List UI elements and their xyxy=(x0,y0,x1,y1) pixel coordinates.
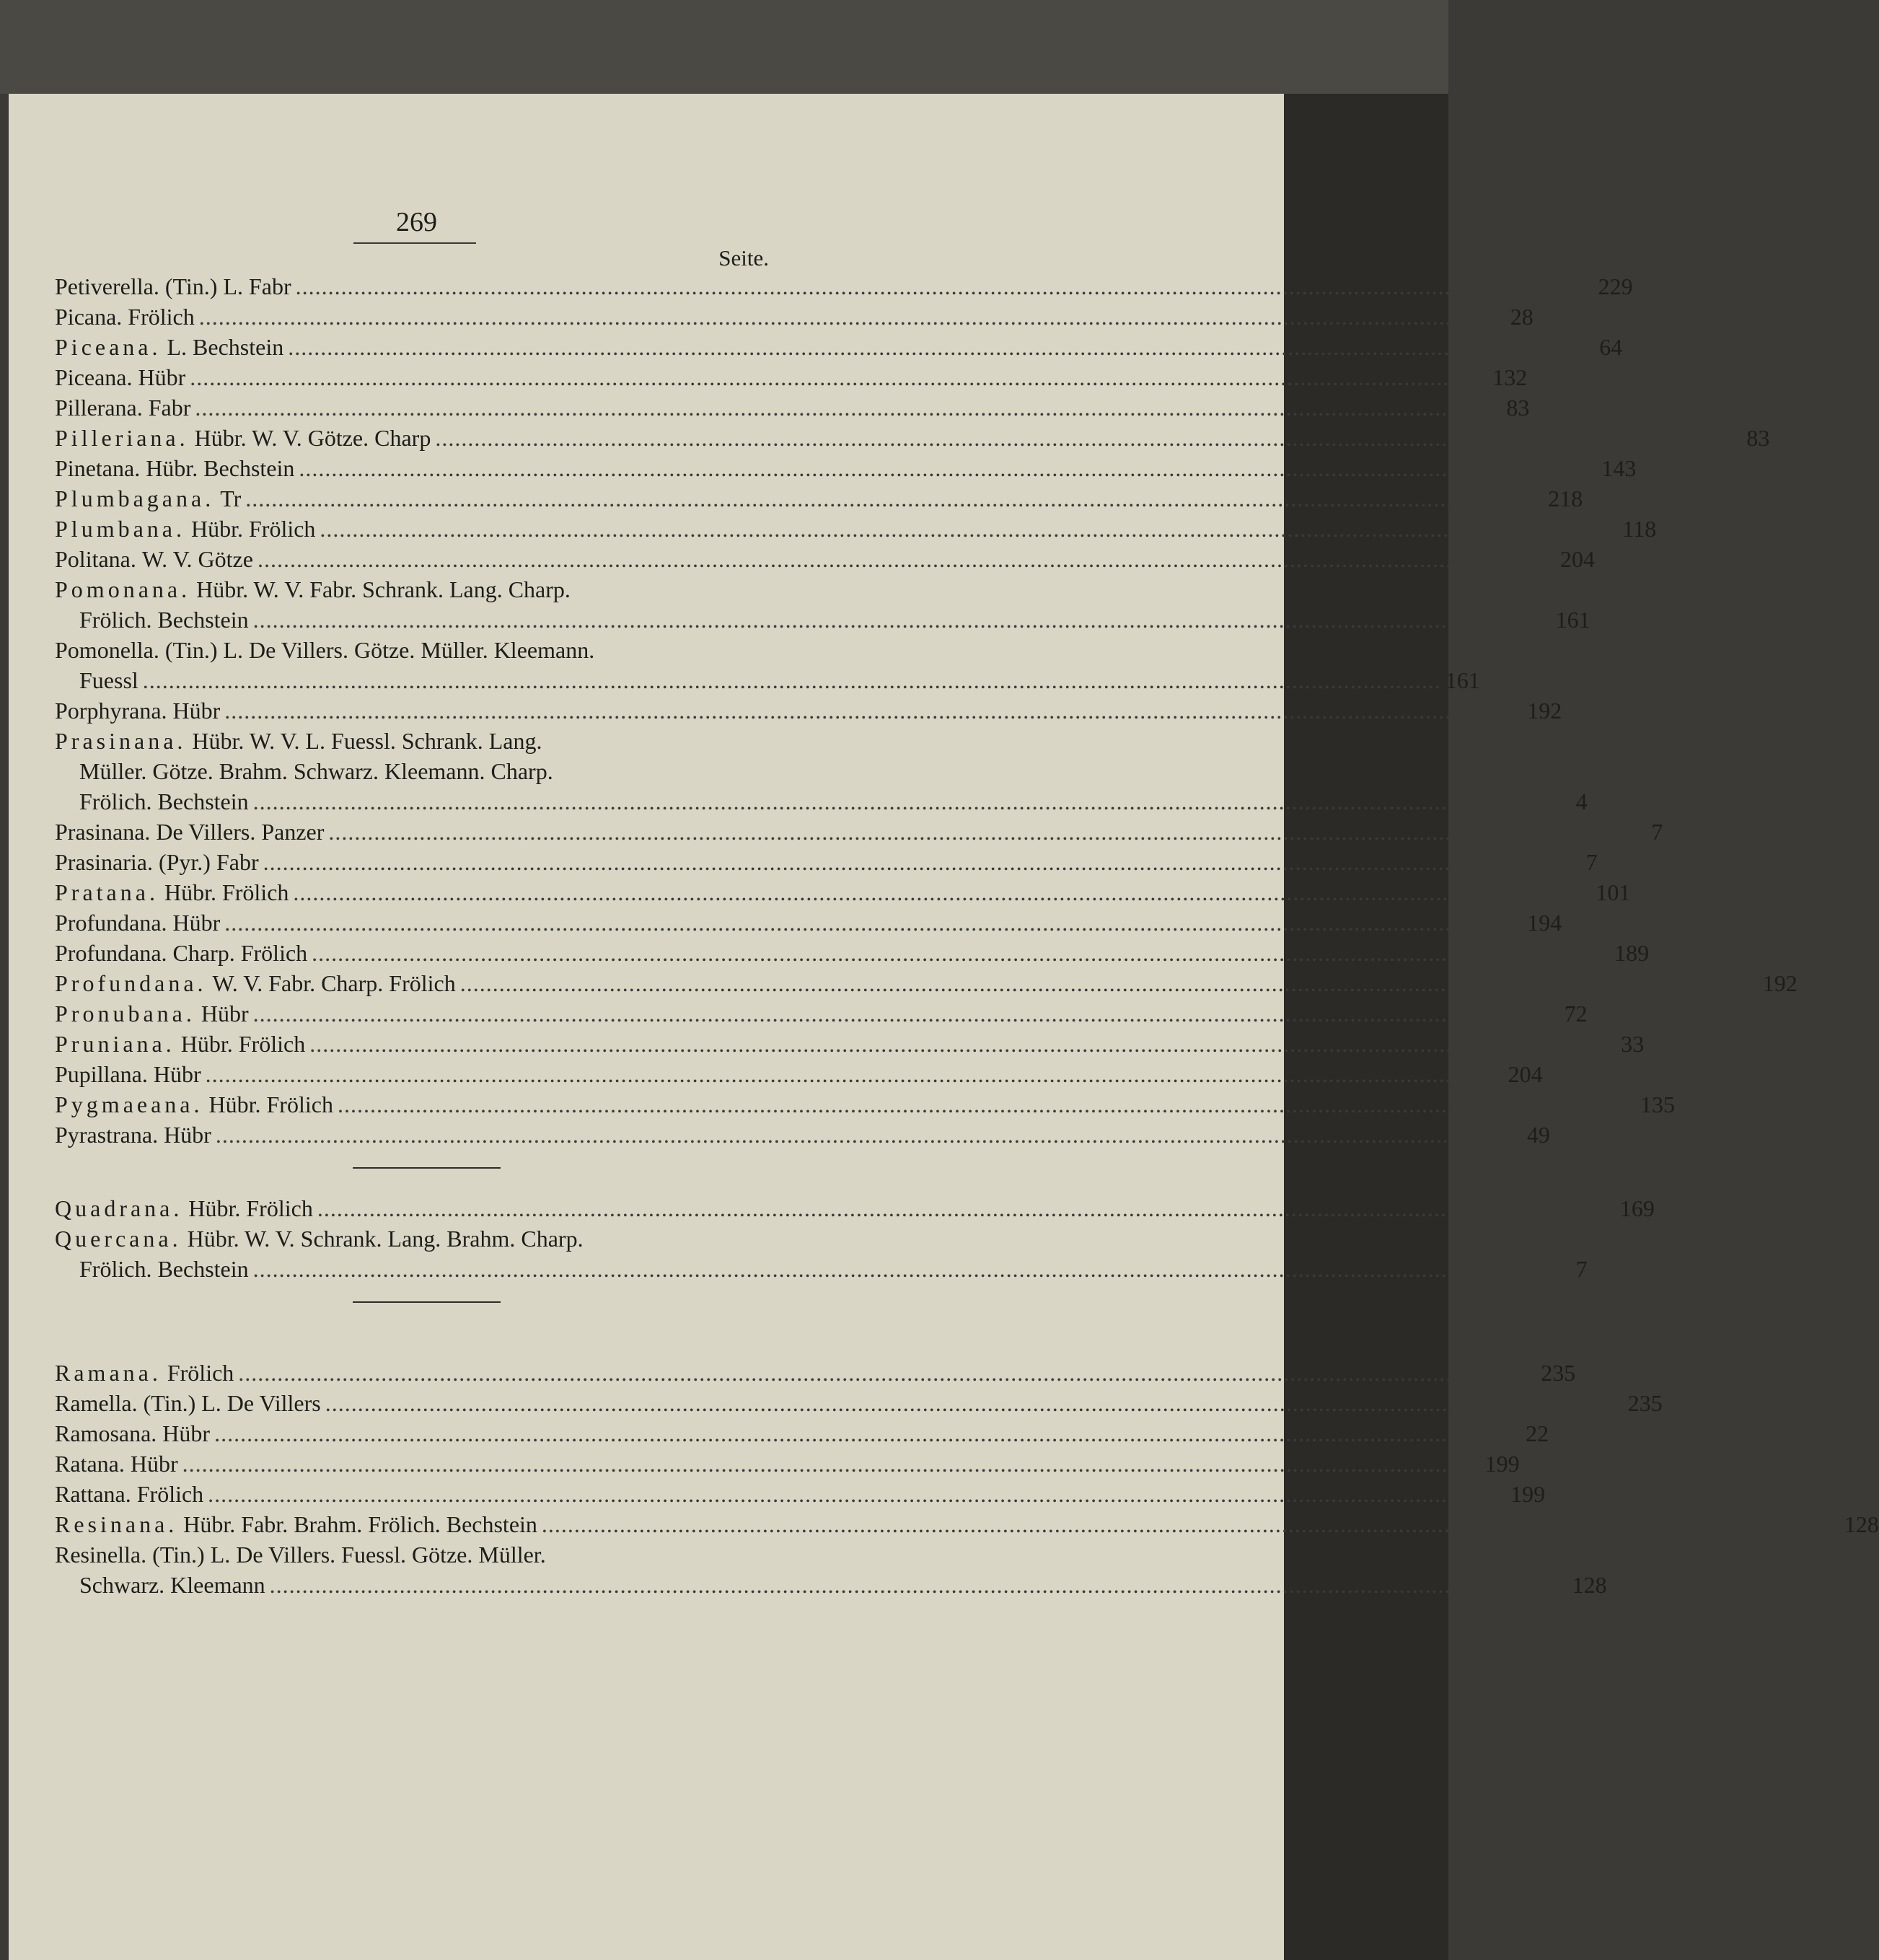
page-reference: 132 xyxy=(1492,364,1528,390)
species-name: Profundana. xyxy=(55,910,167,936)
page-reference: 22 xyxy=(1526,1420,1549,1446)
authorities: Hübr xyxy=(138,364,186,390)
page-reference: 7 xyxy=(1575,1256,1588,1282)
leader-dots: ........................................................................................................................................................................................................ xyxy=(252,1256,1552,1282)
index-entry xyxy=(55,302,1533,332)
entry-line xyxy=(55,1120,1550,1150)
space xyxy=(175,1029,181,1059)
leader-dots: ........................................................................................................................................................................................................ xyxy=(459,970,1759,996)
space xyxy=(182,1223,188,1254)
entry-line xyxy=(55,1059,1543,1089)
index-entry xyxy=(55,271,1633,302)
space xyxy=(122,302,128,332)
species-name: Porphyrana. xyxy=(55,698,167,724)
page-reference: 161 xyxy=(1555,607,1590,633)
page-reference: 128 xyxy=(1572,1572,1607,1598)
space xyxy=(143,392,149,423)
page-reference: 83 xyxy=(1506,395,1530,421)
species-name: Ramella. xyxy=(55,1390,138,1416)
page-reference: 192 xyxy=(1762,970,1797,996)
species-name: Pruniana. xyxy=(55,1031,175,1057)
leader-dots: ........................................................................................................................................................................................................ xyxy=(435,425,1734,451)
index-entry xyxy=(55,938,1650,968)
species-name: Pilleriana. xyxy=(55,425,189,451)
page-reference: 199 xyxy=(1484,1451,1520,1477)
page-reference: 83 xyxy=(1746,425,1770,451)
authorities: Müller. Götze. Brahm. Schwarz. Kleemann. Charp. xyxy=(79,758,553,784)
index-entry xyxy=(55,574,1590,635)
species-name: Pronubana. xyxy=(55,1001,195,1027)
space xyxy=(125,1449,131,1479)
space xyxy=(159,877,164,908)
entry-line xyxy=(55,998,1588,1029)
space xyxy=(195,998,201,1029)
entry-line xyxy=(55,1089,1675,1120)
authorities: Hübr xyxy=(201,1001,249,1027)
species-name: Profundana. xyxy=(55,970,207,996)
page-reference: 192 xyxy=(1527,698,1562,724)
index-entry xyxy=(55,1223,1588,1284)
space xyxy=(182,1193,188,1223)
entry-line xyxy=(55,544,1595,574)
leader-dots: ........................................................................................................................................................................................................ xyxy=(215,1122,1514,1148)
authorities: Frölich. Bechstein xyxy=(79,1256,249,1282)
space xyxy=(214,483,220,514)
index-entry xyxy=(55,1449,1520,1479)
entry-line xyxy=(55,756,769,786)
species-name: Resinella. xyxy=(55,1542,147,1568)
index-entry xyxy=(55,1418,1549,1449)
authorities: Hübr xyxy=(164,1122,211,1148)
page-reference: 64 xyxy=(1599,334,1623,360)
authorities: Frölich xyxy=(167,1360,234,1386)
leader-dots: ........................................................................................................................................................................................................ xyxy=(245,485,1544,511)
entry-line xyxy=(55,574,769,605)
entry-line xyxy=(55,332,1623,362)
authorities: Schwarz. Kleemann xyxy=(79,1572,265,1598)
leader-dots: ........................................................................................................................................................................................................ xyxy=(257,546,1556,572)
entry-line xyxy=(55,635,769,665)
entry-line xyxy=(55,908,1562,938)
authorities: Frölich xyxy=(128,304,195,330)
species-name: Pomonella. xyxy=(55,637,159,663)
page-reference: 204 xyxy=(1559,546,1595,572)
index-entry xyxy=(55,1388,1663,1418)
page-reference: 72 xyxy=(1564,1001,1588,1027)
entry-line xyxy=(55,817,1663,847)
species-name: Pinetana. xyxy=(55,455,141,481)
page-reference: 229 xyxy=(1598,273,1633,299)
authorities: (Tin.) L. De Villers. Götze. Müller. Kleemann. xyxy=(164,637,595,663)
space xyxy=(189,423,195,453)
entry-line xyxy=(55,786,1588,817)
index-entry xyxy=(55,1059,1543,1089)
index-entry xyxy=(55,453,1637,483)
species-name: Pyrastrana. xyxy=(55,1122,159,1148)
section-divider xyxy=(55,1284,769,1358)
space xyxy=(157,1418,162,1449)
index-entry xyxy=(55,362,1528,392)
authorities: Hübr. Frölich xyxy=(180,1031,306,1057)
entry-line xyxy=(55,1449,1520,1479)
leader-dots: ........................................................................................................................................................................................................ xyxy=(337,1091,1636,1117)
authorities: Hübr xyxy=(130,1451,178,1477)
authorities: Frölich xyxy=(136,1481,204,1507)
index-entry xyxy=(55,1539,1607,1600)
entry-line xyxy=(55,392,1530,423)
authorities: Hübr. Bechstein xyxy=(146,455,295,481)
species-name: Resinana. xyxy=(55,1511,178,1537)
leader-dots: ........................................................................................................................................................................................................ xyxy=(252,607,1552,633)
index-entry xyxy=(55,1089,1675,1120)
entry-line xyxy=(55,968,1797,998)
section-divider xyxy=(55,1150,769,1193)
entry-line xyxy=(55,1358,1576,1388)
index-entry xyxy=(55,483,1583,514)
index-entry xyxy=(55,544,1595,574)
page-reference: 7 xyxy=(1651,819,1663,845)
species-name: Pillerana. xyxy=(55,395,143,421)
entry-line xyxy=(55,1479,1546,1509)
page-reference: 218 xyxy=(1548,485,1583,511)
index-entry xyxy=(55,1120,1550,1150)
space xyxy=(138,1388,144,1418)
species-name: Prasinaria. xyxy=(55,849,153,875)
authorities: Hübr. Frölich xyxy=(188,1195,313,1221)
leader-dots: ........................................................................................................................................................................................................ xyxy=(269,1572,1568,1598)
space xyxy=(167,938,173,968)
index-entry xyxy=(55,332,1623,362)
page-reference: 7 xyxy=(1585,849,1598,875)
authorities: Hübr. W. V. Fabr. Schrank. Lang. Charp. xyxy=(196,576,571,602)
space xyxy=(177,1509,183,1539)
index-entry xyxy=(55,726,1588,817)
leader-dots: ........................................................................................................................................................................................................ xyxy=(205,1061,1504,1087)
page-reference: 199 xyxy=(1510,1481,1546,1507)
entry-line xyxy=(55,1029,1645,1059)
entry-line xyxy=(55,514,1657,544)
entry-line xyxy=(55,271,1633,302)
leader-dots: ........................................................................................................................................................................................................ xyxy=(312,940,1611,966)
index-entry xyxy=(55,1509,1879,1539)
space xyxy=(140,453,146,483)
authorities: Fuessl xyxy=(79,667,138,693)
space xyxy=(153,847,159,877)
leader-dots: ........................................................................................................................................................................................................ xyxy=(328,819,1627,845)
index-entry xyxy=(55,847,1598,877)
leader-dots: ........................................................................................................................................................................................................ xyxy=(142,667,1441,693)
species-name: Prasinana. xyxy=(55,728,187,754)
species-name: Piceana. xyxy=(55,364,133,390)
authorities: Hübr xyxy=(172,698,221,724)
authorities: Fabr xyxy=(148,395,191,421)
index-entry xyxy=(55,998,1588,1029)
entry-line xyxy=(55,877,1631,908)
entry-line xyxy=(55,938,1650,968)
species-name: Plumbagana. xyxy=(55,485,215,511)
page-reference: 135 xyxy=(1640,1091,1675,1117)
species-name: Piceana. xyxy=(55,334,162,360)
entry-line xyxy=(55,1193,1655,1223)
leader-dots: ........................................................................................................................................................................................................ xyxy=(252,788,1552,814)
authorities: Tr xyxy=(220,485,242,511)
index-entry xyxy=(55,392,1530,423)
leader-dots: ........................................................................................................................................................................................................ xyxy=(293,879,1592,905)
space xyxy=(159,635,165,665)
species-name: Quercana. xyxy=(55,1226,182,1252)
space xyxy=(158,1120,164,1150)
page-reference: 189 xyxy=(1614,940,1650,966)
species-name: Pygmaeana. xyxy=(55,1091,203,1117)
species-name: Ramosana. xyxy=(55,1420,157,1446)
species-name: Picana. xyxy=(55,304,123,330)
space xyxy=(162,1358,167,1388)
scan-border-top xyxy=(0,0,1448,94)
authorities: Hübr. Frölich xyxy=(208,1091,333,1117)
column-header-seite: Seite. xyxy=(718,245,769,271)
entry-line xyxy=(55,605,1590,635)
page-reference: 128 xyxy=(1844,1511,1879,1537)
authorities: Charp. Frölich xyxy=(172,940,308,966)
page-reference: 169 xyxy=(1619,1195,1655,1221)
entry-line xyxy=(55,1223,769,1254)
authorities: (Tin.) L. De Villers. Fuessl. Götze. Müller. xyxy=(152,1542,546,1568)
authorities: (Tin.) L. Fabr xyxy=(164,273,291,299)
leader-dots: ........................................................................................................................................................................................................ xyxy=(214,1420,1513,1446)
page-reference: 161 xyxy=(1445,667,1480,693)
index-entry xyxy=(55,968,1797,998)
space xyxy=(150,817,156,847)
leader-dots: ........................................................................................................................................................................................................ xyxy=(208,1481,1507,1507)
index-entry xyxy=(55,908,1562,938)
species-name: Prasinana. xyxy=(55,819,151,845)
index-entry xyxy=(55,1479,1546,1509)
authorities: Hübr. Frölich xyxy=(190,516,316,542)
space xyxy=(146,1539,152,1570)
leader-dots: ........................................................................................................................................................................................................ xyxy=(263,849,1562,875)
leader-dots: ........................................................................................................................................................................................................ xyxy=(317,1195,1616,1221)
space xyxy=(185,514,191,544)
page-reference: 33 xyxy=(1621,1031,1645,1057)
species-name: Ramana. xyxy=(55,1360,162,1386)
leader-dots: ........................................................................................................................................................................................................ xyxy=(190,364,1489,390)
space xyxy=(203,1089,209,1120)
entry-line xyxy=(55,1418,1549,1449)
species-name: Ratana. xyxy=(55,1451,125,1477)
entry-line xyxy=(55,1539,769,1570)
species-name: Plumbana. xyxy=(55,516,185,542)
leader-dots: ........................................................................................................................................................................................................ xyxy=(309,1031,1609,1057)
authorities: Hübr. W. V. Schrank. Lang. Brahm. Charp. xyxy=(187,1226,584,1252)
space xyxy=(167,908,173,938)
authorities: Hübr. W. V. Götze. Charp xyxy=(194,425,431,451)
space xyxy=(190,574,196,605)
authorities: Hübr xyxy=(162,1420,211,1446)
entry-line xyxy=(55,1388,1663,1418)
leader-dots: ........................................................................................................................................................................................................ xyxy=(195,395,1494,421)
index-entry xyxy=(55,514,1657,544)
authorities: Hübr. W. V. L. Fuessl. Schrank. Lang. xyxy=(192,728,542,754)
entry-line xyxy=(55,423,1770,453)
page-reference: 143 xyxy=(1601,455,1637,481)
leader-dots: ........................................................................................................................................................................................................ xyxy=(252,1001,1552,1027)
page-reference: 101 xyxy=(1596,879,1631,905)
page-number-rule xyxy=(353,242,476,244)
species-name: Quadrana. xyxy=(55,1195,183,1221)
space xyxy=(148,1059,154,1089)
species-name: Petiverella. xyxy=(55,273,159,299)
authorities: Hübr xyxy=(153,1061,201,1087)
space xyxy=(136,544,142,574)
entry-line xyxy=(55,1254,1588,1284)
index-entry xyxy=(55,423,1770,453)
authorities: W. V. Götze xyxy=(141,546,253,572)
index-entry xyxy=(55,1193,1655,1223)
leader-dots: ........................................................................................................................................................................................................ xyxy=(288,334,1587,360)
authorities: (Tin.) L. De Villers xyxy=(143,1390,321,1416)
entry-line xyxy=(55,483,1583,514)
authorities: L. Bechstein xyxy=(167,334,284,360)
space xyxy=(133,362,138,392)
entry-line xyxy=(55,665,1480,695)
authorities: Hübr xyxy=(172,910,221,936)
index-entry xyxy=(55,635,1480,695)
entry-line xyxy=(55,726,769,756)
authorities: Frölich. Bechstein xyxy=(79,607,249,633)
leader-dots: ........................................................................................................................................................................................................ xyxy=(224,910,1523,936)
page-number: 269 xyxy=(396,207,437,237)
leader-dots: ........................................................................................................................................................................................................ xyxy=(198,304,1497,330)
page-reference: 49 xyxy=(1526,1122,1550,1148)
authorities: Hübr. Fabr. Brahm. Frölich. Bechstein xyxy=(183,1511,537,1537)
leader-dots: ........................................................................................................................................................................................................ xyxy=(182,1451,1481,1477)
authorities: (Pyr.) Fabr xyxy=(158,849,259,875)
page-reference: 235 xyxy=(1627,1390,1663,1416)
space xyxy=(167,695,173,726)
index-entry xyxy=(55,877,1631,908)
leader-dots: ........................................................................................................................................................................................................ xyxy=(541,1511,1840,1537)
species-name: Profundana. xyxy=(55,940,167,966)
index-list xyxy=(55,271,1879,1600)
entry-line xyxy=(55,453,1637,483)
authorities: De Villers. Panzer xyxy=(156,819,325,845)
leader-dots: ........................................................................................................................................................................................................ xyxy=(299,455,1598,481)
entry-line xyxy=(55,302,1533,332)
entry-line xyxy=(55,1509,1879,1539)
leader-dots: ........................................................................................................................................................................................................ xyxy=(295,273,1594,299)
entry-line xyxy=(55,695,1562,726)
page-reference: 28 xyxy=(1510,304,1533,330)
page-reference: 4 xyxy=(1575,788,1588,814)
page-reference: 235 xyxy=(1541,1360,1576,1386)
species-name: Rattana. xyxy=(55,1481,131,1507)
page-reference: 194 xyxy=(1527,910,1562,936)
index-entry xyxy=(55,817,1663,847)
leader-dots: ........................................................................................................................................................................................................ xyxy=(320,516,1619,542)
leader-dots: ........................................................................................................................................................................................................ xyxy=(224,698,1523,724)
authorities: Hübr. Frölich xyxy=(164,879,289,905)
authorities: W. V. Fabr. Charp. Frölich xyxy=(212,970,456,996)
species-name: Pratana. xyxy=(55,879,159,905)
space xyxy=(186,726,192,756)
entry-line xyxy=(55,1570,1607,1600)
space xyxy=(162,332,167,362)
species-name: Politana. xyxy=(55,546,136,572)
species-name: Pomonana. xyxy=(55,576,191,602)
page-reference: 118 xyxy=(1622,516,1657,542)
entry-line xyxy=(55,847,1598,877)
space xyxy=(131,1479,137,1509)
leader-dots: ........................................................................................................................................................................................................ xyxy=(238,1360,1537,1386)
space xyxy=(159,271,165,302)
species-name: Pupillana. xyxy=(55,1061,148,1087)
leader-dots: ........................................................................................................................................................................................................ xyxy=(325,1390,1624,1416)
index-entry xyxy=(55,1358,1576,1388)
authorities: Frölich. Bechstein xyxy=(79,788,249,814)
index-entry xyxy=(55,695,1562,726)
space xyxy=(207,968,213,998)
entry-line xyxy=(55,362,1528,392)
page-reference: 204 xyxy=(1508,1061,1543,1087)
index-entry xyxy=(55,1029,1645,1059)
